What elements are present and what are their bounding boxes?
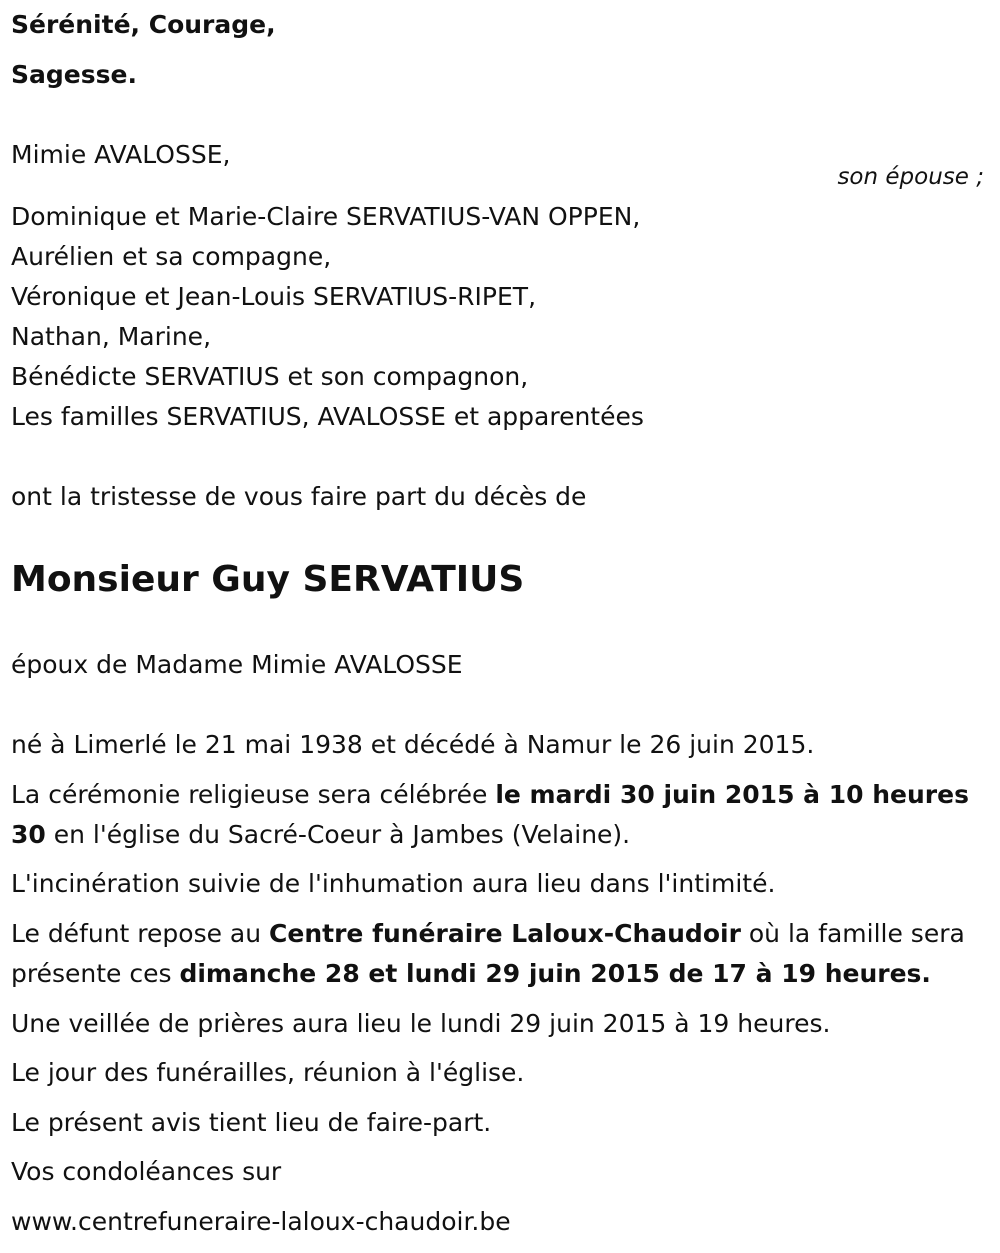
spouse-role: son épouse ; (837, 164, 984, 190)
family-line-6: Les familles SERVATIUS, AVALOSSE et apparentées (11, 402, 644, 431)
ceremony-intro: La cérémonie religieuse sera célébrée (11, 780, 496, 809)
repose-dates: dimanche 28 et lundi 29 juin 2015 de 17 à 19 heures. (179, 959, 931, 988)
motto-line-2: Sagesse. (11, 60, 137, 89)
incineration-text: L'incinération suivie de l'inhumation aura lieu dans l'intimité. (11, 869, 776, 898)
birth-death-text: né à Limerlé le 21 mai 1938 et décédé à Namur le 26 juin 2015. (11, 730, 815, 759)
vigil-text: Une veillée de prières aura lieu le lundi 29 juin 2015 à 19 heures. (11, 1009, 831, 1038)
announcement-text: ont la tristesse de vous faire part du décès de (11, 482, 587, 511)
repose-line-1 (11, 919, 965, 949)
spouse-name: Mimie AVALOSSE, (11, 140, 231, 169)
condolences-label: Vos condoléances sur (11, 1157, 282, 1186)
motto-line-1: Sérénité, Courage, (11, 10, 276, 39)
ceremony-time-cont: 30 (11, 820, 46, 849)
condolences-website: www.centrefuneraire-laloux-chaudoir.be (11, 1207, 511, 1236)
repose-intro: Le défunt repose au (11, 919, 270, 948)
deceased-name: Monsieur Guy SERVATIUS (11, 559, 525, 600)
repose-center: Centre funéraire Laloux-Chaudoir (269, 919, 741, 948)
ceremony-place: en l'église du Sacré-Coeur à Jambes (Velaine). (45, 820, 631, 849)
meeting-text: Le jour des funérailles, réunion à l'église. (11, 1058, 525, 1087)
repose-after-center: où la famille sera (740, 919, 965, 948)
repose-line2-intro: présente ces (11, 959, 180, 988)
family-line-2: Aurélien et sa compagne, (11, 242, 332, 271)
family-line-5: Bénédicte SERVATIUS et son compagnon, (11, 362, 529, 391)
ceremony-date: le mardi 30 juin 2015 à 10 heures (495, 780, 969, 809)
family-line-3: Véronique et Jean-Louis SERVATIUS-RIPET, (11, 282, 537, 311)
spouse-of-text: époux de Madame Mimie AVALOSSE (11, 650, 463, 679)
notice-text: Le présent avis tient lieu de faire-part. (11, 1108, 492, 1137)
ceremony-line-1 (11, 780, 969, 810)
family-line-1: Dominique et Marie-Claire SERVATIUS-VAN OPPEN, (11, 202, 641, 231)
family-line-4: Nathan, Marine, (11, 322, 212, 351)
repose-line-2 (11, 959, 931, 989)
ceremony-line-2 (11, 820, 630, 850)
